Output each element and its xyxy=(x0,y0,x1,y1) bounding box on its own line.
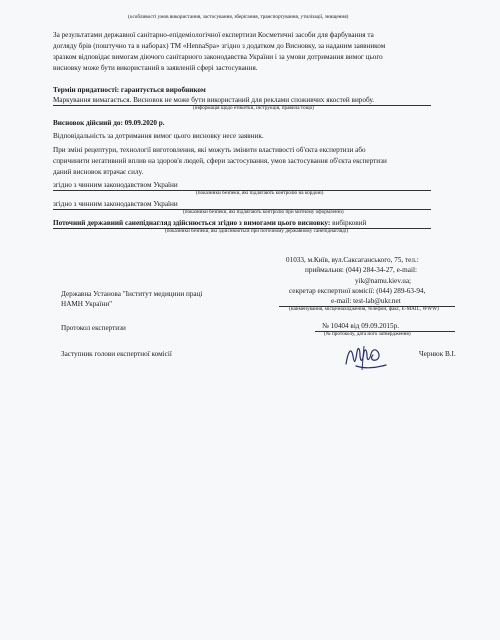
intro-line-1: За результатами державної санітарно-епідеміологічної експертизи Косметичні засоби для фарбування та xyxy=(53,31,374,39)
protocol-value: № 10404 від 09.09.2015р. xyxy=(322,322,399,330)
changes-line-3: даний висновок втрачає силу. xyxy=(53,168,144,176)
supervision-label: Поточний державний санепіднагляд здійснюється згідно з вимогами цього висновку: xyxy=(53,219,331,227)
border-control-text: згідно з чинним законодавством України xyxy=(53,181,178,189)
marking-note: (інформація щодо етикетки, інструкція, правила тощо) xyxy=(193,105,314,111)
signature xyxy=(342,338,390,374)
shelf-life: Термін придатності: гарантується виробником xyxy=(53,86,206,94)
intro-line-4: висновку може бути використаний в заявленій сфері застосування. xyxy=(53,64,258,72)
usage-conditions-note: (особливості умов використання, застосування, зберігання, транспортування, утилізації, знищення) xyxy=(128,14,349,20)
supervision-value: вибірковий xyxy=(330,219,367,227)
responsibility-text: Відповідальність за дотримання вимог цього висновку несе заявник. xyxy=(53,132,264,140)
protocol-note: (№ протоколу, дата його затвердження) xyxy=(324,331,411,337)
address-line-3: yik@namu.kiev.ua; xyxy=(355,277,412,285)
address-line-4: секретар експертної комісії: (044) 289-63-94, xyxy=(289,287,426,295)
address-line-1: 01033, м.Київ, вул.Саксаганського, 75, тел.: xyxy=(286,256,419,264)
deputy-name: Чернюк В.І. xyxy=(419,350,456,358)
changes-line-2: спричинити негативний вплив на здоров'я людей, сфери застосування, умов застосування об'єкта експертизи xyxy=(53,157,387,165)
deputy-label: Заступник голови експертної комісії xyxy=(61,350,172,358)
intro-line-3: зразком відповідає вимогам діючого санітарного законодавства України і за умови дотримання вимог цього xyxy=(53,53,383,61)
marking-text: Маркування вимагається. Висновок не може бути використаний для реклами споживчих якостей виробу. xyxy=(53,96,375,104)
changes-line-1: При зміні рецептури, технології виготовлення, які можуть змінити властивості об'єкта експертизи або xyxy=(53,146,366,154)
valid-until: Висновок дійсний до: 09.09.2020 р. xyxy=(53,119,165,127)
customs-text: згідно з чинним законодавством України xyxy=(53,200,178,208)
institution-line-1: Державна Установа "Інститут медицини праці xyxy=(61,290,203,298)
address-line-5: e-mail: test-lab@ukr.net xyxy=(331,297,401,305)
customs-note: (показники безпеки, які підлягають контролю при митному оформленні) xyxy=(183,209,344,215)
supervision-line xyxy=(53,219,366,227)
institution-line-2: НАМН України" xyxy=(61,300,113,308)
address-line-2: приймальня: (044) 284-34-27, e-mail: xyxy=(305,266,417,274)
protocol-label: Протокол експертизи xyxy=(61,324,126,332)
supervision-note: (показники безпеки, які здійснюються при поточному державному санепіднагляді) xyxy=(165,228,348,234)
address-note: (найменування, місцезнаходження, телефон, факс, E-MAIL, WWW) xyxy=(289,306,439,312)
border-control-note: (показники безпеки, які підлягають контролю на кордоні) xyxy=(196,190,324,196)
intro-line-2: догляду брів (поштучно та в наборах) ТМ «HennaSpa» згідно з додатком до Висновку, за наданим заявником xyxy=(53,42,386,50)
